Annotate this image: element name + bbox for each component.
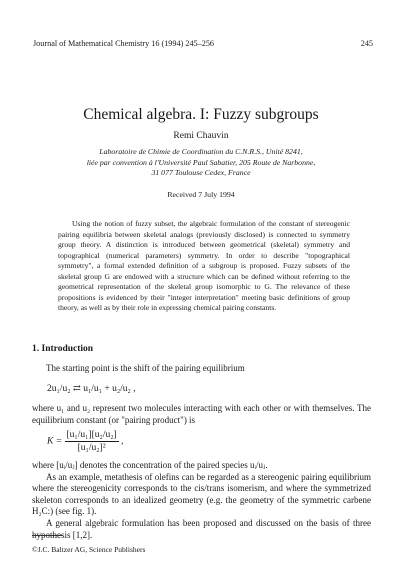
author-name: Remi Chauvin xyxy=(173,131,229,141)
page-number: 245 xyxy=(360,39,373,48)
paragraph: where [uᵢ/uⱼ] denotes the concentration of the paired species uᵢ/uⱼ. xyxy=(32,460,268,470)
fraction-numerator: [u₁/u₁][u₂/u₂] xyxy=(66,430,117,440)
copyright-footer: ©J.C. Baltzer AG, Science Publishers xyxy=(32,545,146,554)
journal-citation: Journal of Mathematical Chemistry 16 (1994) 245–256 xyxy=(33,39,215,48)
running-header xyxy=(33,39,373,48)
intro-line xyxy=(32,363,371,375)
paragraph: where u₁ and u₂ represent two molecules interacting with each other or with themselves. The equilibrium constant (or "pairing product") is xyxy=(32,403,371,425)
equation-constant xyxy=(47,430,123,453)
equation-lhs: K = xyxy=(47,436,63,447)
equation-trail: , xyxy=(121,436,124,447)
affiliation-line: liée par convention à l'Université Paul Sabatier, 205 Route de Narbonne, xyxy=(86,157,316,167)
paper-title: Chemical algebra. I: Fuzzy subgroups xyxy=(83,106,319,123)
footer-rule xyxy=(32,535,62,536)
received-date: Received 7 July 1994 xyxy=(167,190,235,199)
paragraph-block-2 xyxy=(32,460,371,541)
affiliation-line: Laboratoire de Chimie de Coordination du C.N.R.S., Unité 8241, xyxy=(99,147,303,156)
abstract-text: Using the notion of fuzzy subset, the algebraic formulation of the constant of stereogenic pairing equilibria between skeletal analogs (previously disclosed) is connected to symmetry group theory. A distinction is introduced between geometrical (skeletal) symmetry and topographical (numerical parameters) symmetry. In order to describe "topographical symmetry", a formal extended definition of a subgroup is proposed. Fuzzy subsets of the skeletal group G are endowed with a structure which can be defined without referring to the geometrical representation of the skeletal group isomorphic to G. The relevance of these propositions is evidenced by their "integer interpretation" meeting basic definitions of group theory, as well as by their role in expressing chemical pairing constants. xyxy=(58,219,350,312)
fraction-denominator: [u₁/u₂]² xyxy=(77,443,106,453)
affiliation-line: 31 077 Toulouse Cedex, France xyxy=(151,168,251,177)
paragraph: A general algebraic formulation has been proposed and discussed on the basis of three hypothesis [1,2]. xyxy=(32,517,371,540)
abstract xyxy=(58,219,350,314)
paragraph: The starting point is the shift of the pairing equilibrium xyxy=(46,363,245,373)
affiliation xyxy=(0,147,402,179)
paragraph: As an example, metathesis of olefins can be regarded as a stereogenic pairing equilibrium where the stereogenicity corresponds to the cis/trans isomerism, and where the symmetrized skeleton corresponds to an idealized geometry (e.g. the geometry of the symmetric carbene H₂C:) (see fig. 1). xyxy=(32,471,371,517)
section-heading: 1. Introduction xyxy=(32,344,94,354)
equation-fraction xyxy=(65,430,119,453)
paragraph-block-1 xyxy=(32,403,371,426)
equation-pairing: 2u₁/u₂ ⇄ u₁/u₁ + u₂/u₂ , xyxy=(47,384,136,394)
